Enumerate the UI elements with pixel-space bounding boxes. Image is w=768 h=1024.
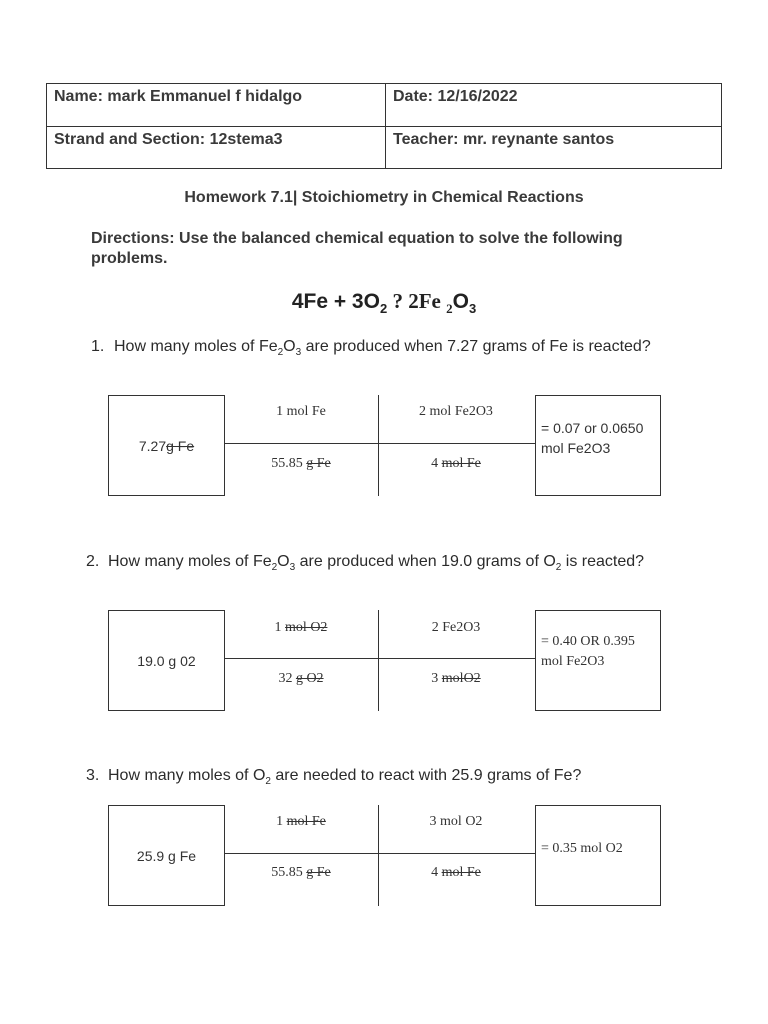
question-number: 2. [86, 553, 100, 570]
question-number: 1. [91, 338, 105, 355]
question-text: How many moles of $O_2$ are needed to react with 25.9 grams of Fe? [108, 767, 582, 788]
fraction-bar [225, 853, 535, 854]
homework-title: Homework 7.1| Stoichiometry in Chemical Reactions [184, 189, 584, 206]
given-box: 25.9 g Fe [108, 805, 225, 906]
factor-2-denominator: 3 molO2 [431, 671, 481, 686]
date: Date: 12/16/2022 [386, 84, 722, 127]
factor-1-numerator: 1 mol O2 [274, 620, 328, 635]
factor-2-numerator: 2 Fe2O3 [431, 620, 481, 635]
question-text: How many moles of $Fe_2O_3$ are produced when 7.27 grams of Fe is reacted? [114, 338, 651, 359]
directions: Directions: Use the balanced chemical equation to solve the following problems. [91, 230, 623, 267]
answer-box: = 0.40 OR 0.395 mol Fe2O3 [535, 610, 661, 711]
fraction-bar [225, 658, 535, 659]
question-3 [86, 766, 686, 792]
factor-divider [378, 805, 379, 906]
question-2 [86, 552, 666, 578]
factor-divider [378, 395, 379, 496]
given-box: 7.27 g Fe [108, 395, 225, 496]
given-box: 19.0 g 02 [108, 610, 225, 711]
factor-2-numerator: 2 mol Fe2O3 [419, 404, 493, 419]
fraction-bar [225, 443, 535, 444]
factor-divider [378, 610, 379, 711]
balanced-equation: $4Fe + 3O_2$ ? 2Fe $_2O_3$ [291, 289, 477, 317]
factor-1-numerator: 1 mol Fe [276, 404, 326, 419]
factor-1-denominator: 32 g O2 [278, 671, 324, 686]
answer-box: = 0.07 or 0.0650 mol Fe2O3 [535, 395, 661, 496]
factor-1-denominator: 55.85 g Fe [271, 456, 331, 471]
question-text: How many moles of $Fe_2O_3$ are produced when 19.0 grams of $O_2$ is reacted? [108, 553, 645, 574]
factor-2-denominator: 4 mol Fe [431, 865, 481, 880]
question-1 [91, 337, 651, 363]
answer-box: = 0.35 mol O2 [535, 805, 661, 906]
student-name: Name: mark Emmanuel f hidalgo [47, 84, 386, 127]
strand-section: Strand and Section: 12stema3 [47, 126, 386, 169]
factor-1-numerator: 1 mol Fe [276, 814, 326, 829]
teacher: Teacher: mr. reynante santos [386, 126, 722, 169]
factor-1-denominator: 55.85 g Fe [271, 865, 331, 880]
question-number: 3. [86, 767, 100, 784]
factor-2-denominator: 4 mol Fe [431, 456, 481, 471]
student-info-table [46, 83, 722, 169]
factor-2-numerator: 3 mol O2 [429, 814, 483, 829]
